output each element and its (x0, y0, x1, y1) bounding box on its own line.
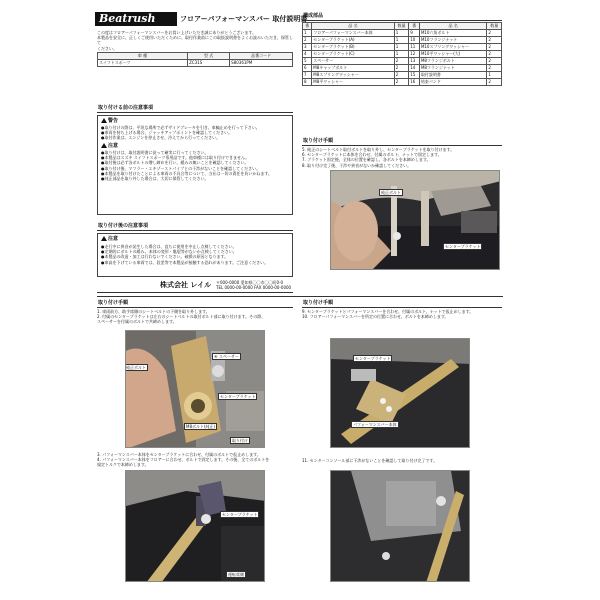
caution-line: ●取付後は必ず各ボルトの増し締めを行い、緩みの無いことを確認してください。 (101, 160, 249, 166)
parts-cell: 6 (303, 65, 312, 72)
parts-cell: 2 (487, 44, 502, 51)
photo-label: ④ スペーサー (214, 354, 239, 359)
install-right-title-2: 取り付け手順 (302, 299, 502, 308)
parts-row (303, 58, 502, 65)
parts-cell: 1 (487, 72, 502, 79)
parts-header: 数量 (487, 23, 502, 30)
parts-cell: 8 (303, 79, 312, 86)
caution-line: ●取り付けは、取付説明書に従って確実に行ってください。 (101, 150, 209, 155)
parts-cell: センターブラケット(C) (312, 51, 394, 58)
safety-box (97, 115, 293, 215)
parts-cell: 16 (409, 79, 420, 86)
install-photo-1-svg (331, 171, 500, 270)
parts-table (302, 22, 502, 86)
parts-cell: 7 (303, 72, 312, 79)
parts-cell: 2 (487, 79, 502, 86)
install-photo-2-svg (126, 331, 265, 448)
parts-cell: 3 (303, 44, 312, 51)
step-line: 9. センターブラケットとパフォーマンスバーを合わせ、付属のボルト、ナットで仮止めします。 (302, 309, 474, 314)
company-name: 株式会社 レイル (160, 281, 212, 289)
usage-line: ●車高を下げている車両では、段差等で本製品が接触する恐れがあります。ご注意ください。 (101, 259, 269, 265)
step-line: 2. 付属のセンターブラケットは左右のシートベルトの取付ボルト部に取り付けます。その際、 (97, 314, 266, 320)
caution-lines (101, 150, 289, 181)
install-photo-5-svg (331, 471, 470, 582)
warning-line: ●取付作業は、エンジンを停止させ、冷えてから行ってください。 (101, 135, 221, 141)
spec-cell: スイフトスポーツ (98, 60, 188, 67)
warning-lines (101, 125, 289, 141)
caution-line: ●純正部品を取り外した場合は、大切に保管してください。 (101, 176, 209, 182)
parts-row (303, 44, 502, 51)
parts-header: 品 名 (419, 23, 486, 30)
install-right-steps-2 (302, 309, 502, 319)
company-address: 〒000-0000 愛知県〇〇市〇〇町0-0 (216, 280, 284, 285)
safety-section-title: 取り付ける前の注意事項 (97, 104, 293, 113)
parts-row (303, 72, 502, 79)
step-line: 8. 取り付け完了後、干渉や異音がないか確認してください。 (302, 162, 412, 168)
parts-cell: センターブラケット(B) (312, 44, 394, 51)
parts-cell: 2 (394, 79, 409, 86)
step-line: 4. パフォーマンスバー本体をフロアーに合わせ、ボルトで固定します。その後、全てのボルトを (97, 457, 270, 463)
parts-section-title: 構成部品 (302, 12, 502, 21)
parts-cell: M8キャップボルト (312, 65, 394, 72)
usage-line: ●定期的にボルトの緩み、本体の変形・亀裂等がないか点検してください。 (101, 249, 237, 255)
parts-cell: 2 (303, 37, 312, 44)
caution-line: ●取り付け後、マフラー・エキゾーストパイプとの干渉がないことを確認してください。 (101, 165, 261, 171)
photo-label: パフォーマンスバー本体 (353, 422, 397, 427)
parts-cell: M10スプリングワッシャー (419, 44, 486, 51)
step-line: 10. フロアーパフォーマンスバーを所定の位置に合わせ、ボルトを本締めします。 (302, 314, 449, 320)
brand-logo: Beatrush (95, 12, 177, 26)
photo-label: センターブラケット (355, 356, 391, 361)
intro-line: 本製品を安全に、正しくご使用いただくために、取付作業前にこの取扱説明書をよくお読みいただき、保管して (97, 35, 293, 46)
intro-line: ください。 (97, 45, 117, 51)
parts-cell: 4 (303, 51, 312, 58)
spec-header: 型 式 (188, 53, 230, 60)
install-photo-1 (330, 170, 500, 270)
parts-cell: 2 (487, 37, 502, 44)
parts-header: 番 (303, 23, 312, 30)
spec-cell: ZC31S (188, 60, 230, 67)
photo-label: センターブラケット (220, 394, 256, 399)
parts-cell: 1 (394, 37, 409, 44)
photo-label: 純正ボルト (126, 365, 146, 370)
install-photo-4 (330, 338, 470, 448)
install-left-steps-2 (97, 452, 293, 468)
parts-cell: M8スプリングワッシャー (312, 72, 394, 79)
spec-header: 車 種 (98, 53, 188, 60)
step-line: 規定トルクで本締めします。 (97, 462, 149, 468)
parts-header: 品 名 (312, 23, 394, 30)
parts-cell: 2 (394, 65, 409, 72)
install-photo-3-svg (126, 471, 265, 582)
parts-cell: M10フランジナット (419, 37, 486, 44)
section-divider (97, 296, 503, 297)
parts-cell: 取付説明書 (419, 72, 486, 79)
parts-cell: 2 (487, 65, 502, 72)
parts-cell: 13 (409, 58, 420, 65)
parts-cell: 2 (394, 58, 409, 65)
install-photo-4-svg (331, 339, 470, 448)
intro-line: この度はフロアーパフォーマンスバーをお買い上げいただき誠にありがとうございます。 (97, 30, 257, 35)
company-contact (216, 280, 296, 290)
parts-cell: 1 (394, 30, 409, 37)
step-line: 6. センターブラケットに本体を合わせ、付属のボルト、ナットで固定します。 (302, 152, 442, 158)
step-line: 1. 車両前方、助手席側のシートベルトの下側を取り外します。 (97, 309, 210, 314)
install-right-steps-3 (302, 458, 502, 463)
parts-table-body (303, 30, 502, 86)
parts-row (303, 79, 502, 86)
usage-lines (101, 244, 289, 265)
parts-cell: 9 (409, 30, 420, 37)
install-right-steps (302, 147, 502, 168)
caution-line: ●本製品を取り付けたことによる車両の不具合等について、当社は一切の責任を負いかねます。 (101, 170, 273, 176)
install-photo-5 (330, 470, 470, 582)
usage-section-title: 取り付け後の注意事項 (97, 222, 293, 231)
company-tel: TEL 0000-00-0000 FAX 0000-00-0000 (216, 285, 292, 291)
install-left-title: 取り付け手順 (97, 299, 293, 308)
parts-cell: 15 (409, 72, 420, 79)
warning-line: ●車両を持ち上げる場合、ジャッキアップポイントを確認してください。 (101, 130, 233, 136)
vehicle-spec-table (97, 52, 293, 67)
parts-cell: 11 (409, 44, 420, 51)
usage-line: ●本製品の改造・加工は行わないでください。破損の原因となります。 (101, 254, 229, 260)
parts-row (303, 37, 502, 44)
parts-cell: M8平ワッシャー (312, 79, 394, 86)
photo-label: センターブラケット (222, 512, 258, 517)
parts-cell: 2 (487, 51, 502, 58)
warning-line: ●取り付けの際は、平坦な場所で必ずサイドブレーキを引き、車輪止めを行って下さい。 (101, 125, 260, 130)
install-right-title: 取り付け手順 (302, 137, 502, 146)
usage-caution-heading (101, 236, 118, 242)
step-line: スペーサーを付属のボルトで共締めします。 (97, 319, 177, 325)
parts-cell: センターブラケット(A) (312, 37, 394, 44)
usage-line: ●走行中に異音が発生した場合は、直ちに使用を中止し点検してください。 (101, 244, 237, 249)
warning-triangle-icon (101, 118, 107, 123)
parts-header: 数量 (394, 23, 409, 30)
parts-cell: M8フランジボルト (419, 58, 486, 65)
parts-cell: 2 (487, 30, 502, 37)
warning-label: 警告 (108, 118, 119, 124)
install-photo-3 (125, 470, 265, 582)
parts-cell: 2 (487, 58, 502, 65)
photo-label: 取り付け (232, 438, 248, 443)
parts-header: 番 (409, 23, 420, 30)
caution-label: 注意 (108, 143, 119, 149)
caution-line: ●本製品はスズキ スイフトスポーツ専用品です。他車種には取り付けできません。 (101, 155, 250, 161)
parts-cell: 1 (394, 51, 409, 58)
parts-cell: 12 (409, 51, 420, 58)
parts-row (303, 65, 502, 72)
parts-cell: 結束バンド (419, 79, 486, 86)
parts-row (303, 30, 502, 37)
step-line: 7. ブラケット固定後、全体の位置を確認し、各ボルトを本締めします。 (302, 157, 431, 163)
intro-text (97, 30, 293, 51)
parts-cell: 14 (409, 65, 420, 72)
photo-label: 運転席側 (228, 572, 244, 577)
install-left-steps (97, 309, 293, 325)
parts-cell: スペーサー (312, 58, 394, 65)
spec-header: 品番コード (230, 53, 293, 60)
photo-label: センターブラケット (445, 244, 481, 249)
parts-cell: 5 (303, 58, 312, 65)
step-line: 5. 純正のシートベルト取付ボルトを取り外し、センターブラケットを取り付けます。 (302, 147, 455, 152)
step-line: 11. センターコンソール部に干渉がないことを確認して取り付け完了です。 (302, 458, 438, 463)
parts-cell: フロアーパフォーマンスバー本体 (312, 30, 394, 37)
parts-cell: 1 (394, 44, 409, 51)
company-divider (97, 292, 293, 293)
parts-cell: 10 (409, 37, 420, 44)
spec-cell: S80361PM (230, 60, 293, 67)
parts-cell: M8フランジナット (419, 65, 486, 72)
caution-triangle-icon (101, 236, 107, 241)
warning-heading (101, 118, 118, 124)
usage-caution-label: 注意 (108, 236, 119, 242)
document-title: フロアーパフォーマンスバー 取付説明書 (180, 15, 308, 23)
step-line: 3. パフォーマンスバー本体をセンターブラケットに合わせ、付属のボルトで仮止めします。 (97, 452, 261, 457)
photo-label: 純正ボルト (381, 190, 401, 195)
parts-cell: 2 (394, 72, 409, 79)
install-photo-2 (125, 330, 265, 448)
parts-cell: 1 (303, 30, 312, 37)
caution-triangle-icon (101, 143, 107, 148)
parts-cell: M10平ワッシャー(大) (419, 51, 486, 58)
photo-label: M8ボルト(純正) (186, 424, 216, 429)
usage-box (97, 233, 293, 277)
parts-row (303, 51, 502, 58)
caution-heading (101, 143, 118, 149)
parts-cell: M10六角ボルト (419, 30, 486, 37)
